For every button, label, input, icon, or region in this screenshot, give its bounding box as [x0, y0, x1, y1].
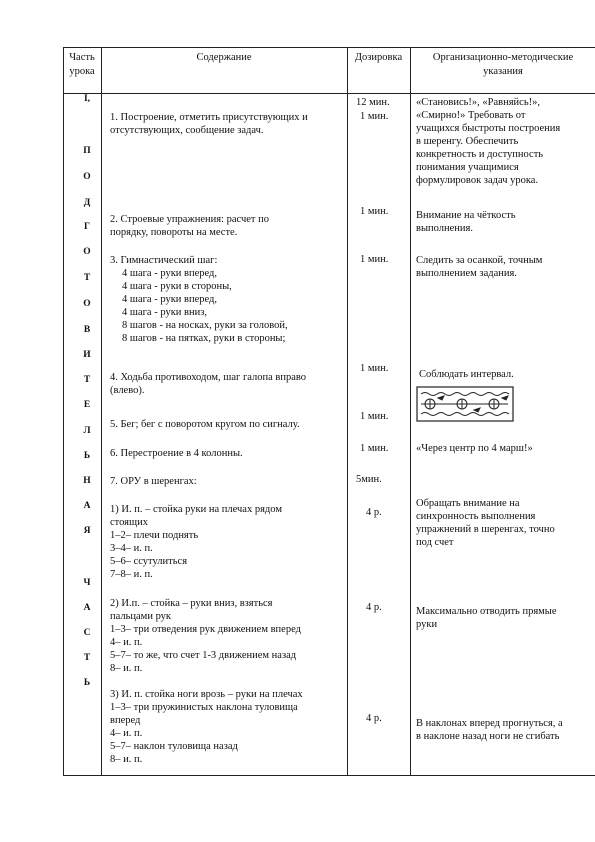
content-line: 3) И. п. стойка ноги врозь – руки на плечах [110, 689, 303, 700]
note-line: Максимально отводить прямые [416, 606, 557, 617]
part-letter: О [83, 299, 91, 309]
note-line: выполнения. [416, 223, 473, 234]
content-item-6: 6. Перестроение в 4 колонны. [110, 448, 243, 459]
header-dosage: Дозировка [354, 52, 403, 63]
part-letter: О [83, 172, 91, 182]
note-line: в наклоне назад ноги не сгибать [416, 731, 560, 742]
content-item-3 [110, 254, 288, 345]
part-letter: В [83, 325, 91, 335]
note-line: учащихся быстроты построения [416, 123, 561, 134]
note-line: Следить за осанкой, точным [416, 255, 543, 266]
content-line: 4. Ходьба противоходом, шаг галопа вправо [110, 372, 307, 383]
part-letter: Я [83, 526, 91, 536]
part-letter: Д [83, 198, 91, 208]
content-line: 2. Строевые упражнения: расчет по [110, 214, 269, 225]
part-letter: А [83, 501, 91, 511]
note-item-3 [416, 254, 542, 280]
content-line: (влево). [110, 385, 145, 396]
header-content: Содержание [196, 52, 252, 63]
header-notes [410, 51, 595, 79]
note-line: в шеренгу. Обеспечить [416, 136, 519, 147]
content-line: 5–6– ссутулиться [110, 556, 188, 567]
dosage-value: 4 р. [366, 507, 382, 518]
dosage-value: 1 мин. [360, 206, 389, 217]
header-part-line: Часть [69, 52, 95, 63]
note-line: Внимание на чёткость [416, 210, 516, 221]
content-line: 1. Построение, отметить присутствующих и [110, 112, 308, 123]
note-line: под счет [416, 537, 454, 548]
header-part [63, 51, 101, 79]
note-line: синхронность выполнения [416, 511, 536, 522]
note-line: понимания учащимися [416, 162, 519, 173]
note-item-1 [416, 96, 560, 187]
part-letter: Т [83, 375, 91, 385]
note-item-8 [416, 497, 555, 549]
part-letter: Ь [83, 678, 91, 688]
part-letter: С [83, 628, 91, 638]
note-item-4: Соблюдать интервал. [419, 369, 514, 380]
part-letter: I, [83, 94, 91, 104]
content-line: стоящих [110, 517, 148, 528]
diagram-wave [421, 413, 509, 416]
content-line: 5–7– наклон туловища назад [110, 741, 238, 752]
part-letter: Т [83, 273, 91, 283]
content-line: 4 шага - руки вперед, [122, 294, 218, 305]
content-item-1 [110, 111, 308, 137]
diagram-wave [421, 393, 509, 396]
note-line: формулировок задач урока. [416, 175, 539, 186]
part-letter: Г [83, 222, 91, 232]
content-line: 8– и. п. [110, 754, 143, 765]
content-line: 3. Гимнастический шаг: [110, 255, 218, 266]
dosage-value: 5мин. [356, 474, 382, 485]
formation-diagram [416, 384, 515, 424]
part-letter: А [83, 603, 91, 613]
header-notes-line: Организационно-методические [432, 52, 574, 63]
content-line: 4 шага - руки в стороны, [122, 281, 232, 292]
column-divider [347, 47, 348, 776]
note-line: выполнением задания. [416, 268, 517, 279]
content-line: 4– и. п. [110, 728, 143, 739]
note-line: В наклонах вперед прогнуться, а [416, 718, 563, 729]
header-divider [63, 93, 595, 94]
content-line: 4– и. п. [110, 637, 143, 648]
exercise-2 [110, 597, 301, 675]
column-divider [101, 47, 102, 776]
part-letter: Ч [83, 578, 91, 588]
note-item-6: «Через центр по 4 марш!» [416, 443, 533, 454]
dosage-total: 12 мин. [356, 97, 390, 108]
part-letter: П [83, 146, 91, 156]
note-item-9 [416, 605, 557, 631]
part-letter: Ь [83, 451, 91, 461]
part-letter: Т [83, 653, 91, 663]
content-item-5: 5. Бег; бег с поворотом кругом по сигналу. [110, 419, 300, 430]
content-item-2 [110, 213, 269, 239]
note-line: «Становись!», «Равняйсь!», [416, 97, 540, 108]
content-line: 1–2– плечи поднять [110, 530, 199, 541]
part-letter: Л [83, 426, 91, 436]
dosage-value: 1 мин. [360, 363, 389, 374]
dosage-value: 4 р. [366, 713, 382, 724]
content-item-4 [110, 371, 306, 397]
content-line: 4 шага - руки вперед, [122, 268, 218, 279]
header-notes-line: указания [483, 66, 523, 77]
exercise-1 [110, 503, 282, 581]
dosage-value: 1 мин. [360, 443, 389, 454]
content-line: 2) И.п. – стойка – руки вниз, взяться [110, 598, 273, 609]
dosage-value: 4 р. [366, 602, 382, 613]
exercise-3 [110, 688, 303, 766]
part-letter: О [83, 247, 91, 257]
content-line: порядку, повороты на месте. [110, 227, 238, 238]
dosage-value: 1 мин. [360, 254, 389, 265]
diagram-marks [421, 393, 509, 416]
content-item-7: 7. ОРУ в шеренгах: [110, 476, 197, 487]
content-line: 3–4– и. п. [110, 543, 153, 554]
part-letter: И [83, 350, 91, 360]
note-item-2 [416, 209, 516, 235]
content-line: вперед [110, 715, 141, 726]
content-line: 4 шага - руки вниз, [122, 307, 208, 318]
content-line: отсутствующих, сообщение задач. [110, 125, 264, 136]
content-line: 8 шагов - на пятках, руки в стороны; [122, 333, 286, 344]
note-item-10 [416, 717, 563, 743]
content-line: 7–8– и. п. [110, 569, 153, 580]
note-line: Обращать внимание на [416, 498, 520, 509]
content-line: 1–3– три отведения рук движением вперед [110, 624, 301, 635]
part-letter: Е [83, 400, 91, 410]
content-line: пальцами рук [110, 611, 172, 622]
content-line: 8 шагов - на носках, руки за головой, [122, 320, 288, 331]
note-line: руки [416, 619, 438, 630]
dosage-value: 1 мин. [360, 411, 389, 422]
content-line: 1–3– три пружинистых наклона туловища [110, 702, 298, 713]
note-line: «Смирно!» Требовать от [416, 110, 526, 121]
note-line: конкретность и доступность [416, 149, 544, 160]
part-letter: Н [83, 476, 91, 486]
dosage-value: 1 мин. [360, 111, 389, 122]
content-line: 5–7– то же, что счет 1-3 движением назад [110, 650, 297, 661]
content-line: 1) И. п. – стойка руки на плечах рядом [110, 504, 282, 515]
column-divider [410, 47, 411, 776]
content-line: 8– и. п. [110, 663, 143, 674]
note-line: упражнений в шеренгах, точно [416, 524, 555, 535]
header-part-line: урока [69, 66, 95, 77]
